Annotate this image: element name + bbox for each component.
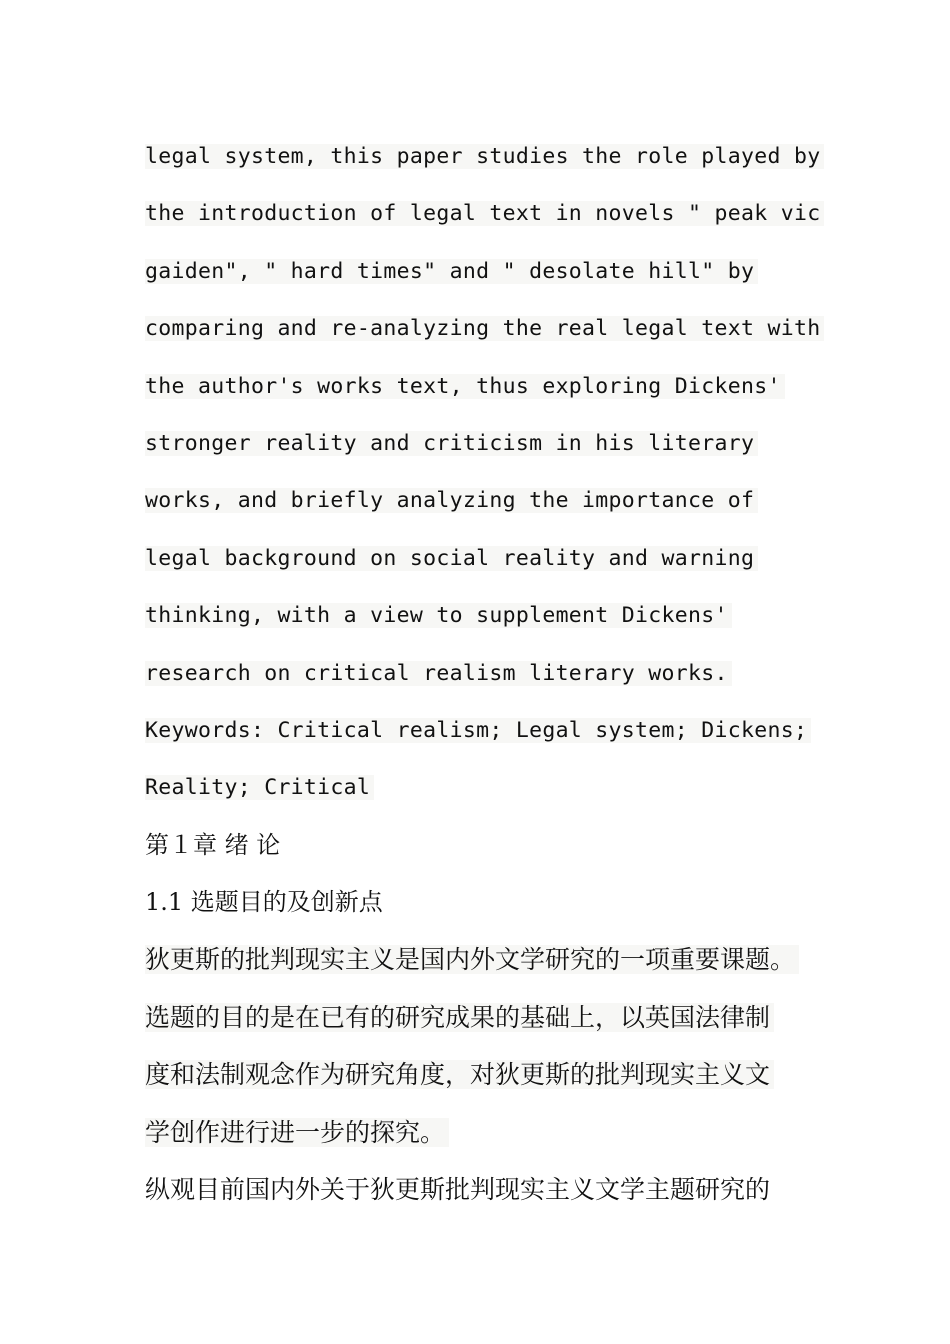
abstract-line: research on critical realism literary works.: [145, 645, 825, 702]
body-line: 纵观目前国内外关于狄更斯批判现实主义文学主题研究的: [145, 1175, 771, 1205]
body-line: 选题的目的是在已有的研究成果的基础上，以英国法律制: [145, 989, 825, 1046]
keywords-line: Reality; Critical: [145, 759, 825, 816]
body-line: 度和法制观念作为研究角度，对狄更斯的批判现实主义文: [145, 1046, 825, 1103]
abstract-line: legal background on social reality and warning: [145, 530, 825, 587]
abstract-line: legal system, this paper studies the role played by: [145, 128, 825, 185]
abstract-line: comparing and re-analyzing the real legal text with: [145, 300, 825, 357]
chapter-heading: 第１章 绪 论: [145, 830, 281, 859]
body-line: 学创作进行进一步的探究。: [145, 1104, 825, 1161]
abstract-line: gaiden", " hard times" and " desolate hill" by: [145, 243, 825, 300]
body-line: 狄更斯的批判现实主义是国内外文学研究的一项重要课题。: [145, 931, 825, 988]
abstract-line: thinking, with a view to supplement Dickens': [145, 587, 825, 644]
section-heading: 1.1 选题目的及创新点: [145, 888, 383, 917]
keywords-line: Keywords: Critical realism; Legal system; Dickens;: [145, 702, 825, 759]
page-content: [145, 128, 825, 1218]
abstract-line: the author's works text, thus exploring Dickens': [145, 358, 825, 415]
abstract-line: stronger reality and criticism in his literary: [145, 415, 825, 472]
abstract-line: works, and briefly analyzing the importance of: [145, 472, 825, 529]
abstract-line: the introduction of legal text in novels " peak vic: [145, 185, 825, 242]
